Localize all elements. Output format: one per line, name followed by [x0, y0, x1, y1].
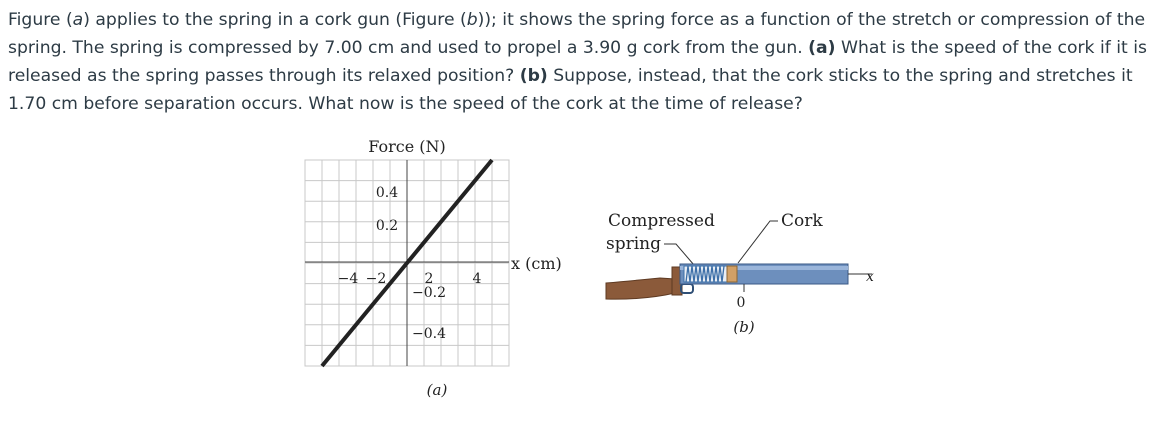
cork	[727, 266, 737, 282]
cork-leader-line	[738, 221, 778, 263]
part-a-label: (a)	[808, 38, 836, 58]
force-graph	[305, 137, 562, 399]
y-axis-label: Force (N)	[368, 137, 446, 156]
spring-leader-line	[664, 244, 694, 265]
gun-stock	[606, 278, 675, 299]
y-tick-label: −0.4	[412, 326, 446, 342]
y-tick-label: 0.2	[375, 218, 399, 234]
x-tick-label: 4	[472, 271, 482, 287]
x-tick-label: −2	[365, 271, 387, 287]
cork-gun-figure	[606, 211, 874, 336]
origin-label: 0	[736, 295, 746, 311]
problem-statement: Figure (a) applies to the spring in a cork gun (Figure (b)); it shows the spring force as a function of the stretch or compression of the spring. The spring is compressed by 7.00 cm and used to propel a 3.90 g cork from the gun. (a) What is the speed of the cork if it is released as the spring passes through its relaxed position? (b) Suppose, instead, that the cork sticks to the spring and stretches it 1.70 cm before separation occurs. What now is the speed of the cork at the time of release?	[8, 10, 1147, 114]
trigger-guard	[681, 284, 693, 293]
cork-label: Cork	[781, 211, 823, 231]
part-b-label: (b)	[519, 66, 548, 86]
figure-a-caption: (a)	[426, 381, 448, 399]
y-tick-label: −0.2	[412, 285, 446, 301]
figure-b-caption: (b)	[733, 318, 755, 336]
x-direction-label: x	[866, 269, 874, 285]
x-tick-label: 2	[424, 271, 434, 287]
compressed-label: Compressed	[608, 211, 715, 231]
y-tick-label: 0.4	[375, 185, 399, 201]
spring-coils	[684, 266, 727, 282]
x-tick-label: −4	[337, 271, 359, 287]
x-axis-label: x (cm)	[511, 254, 562, 273]
spring-label: spring	[606, 234, 662, 254]
